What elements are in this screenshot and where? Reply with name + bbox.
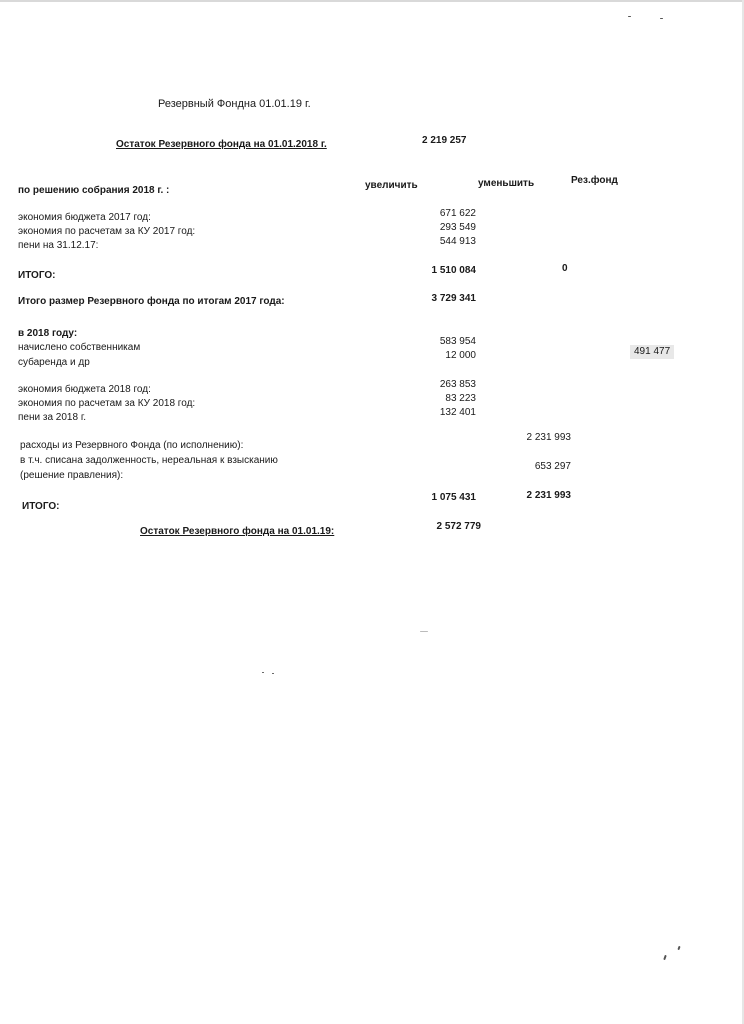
item-label-accrued-owners: начислено собственникам [18, 342, 141, 353]
scan-speck [420, 631, 428, 632]
item-value-utility-savings-2017: 293 549 [439, 222, 476, 233]
item-value-sublease: 12 000 [445, 350, 476, 361]
scan-speck [262, 672, 264, 673]
section-label-2018-meeting: по решению собрания 2018 г. : [18, 185, 170, 196]
document-title: Резервный Фондна 01.01.19 г. [158, 98, 311, 110]
total-increase-2018: 1 075 431 [431, 492, 476, 503]
item-label-budget-savings-2017: экономия бюджета 2017 год: [18, 212, 151, 223]
opening-balance-value: 2 219 257 [422, 135, 467, 146]
fund-size-2017-label: Итого размер Резервного фонда по итогам 2017 года: [18, 296, 285, 307]
section-header-2018: в 2018 году: [18, 328, 78, 339]
item-value-budget-savings-2017: 671 622 [439, 208, 476, 219]
total-label-2018: ИТОГО: [22, 501, 60, 512]
scan-speck [660, 18, 663, 19]
reserve-value-2018: 491 477 [630, 345, 674, 359]
item-value-budget-savings-2018: 263 853 [439, 379, 476, 390]
column-header-decrease: уменьшить [478, 178, 535, 189]
scan-speck [628, 16, 631, 17]
closing-balance-label: Остаток Резервного фонда на 01.01.19: [140, 526, 335, 537]
writeoff-value: 653 297 [534, 461, 571, 472]
total-decrease-2018: 2 231 993 [526, 490, 571, 501]
scan-edge-top [0, 0, 744, 2]
opening-balance-label: Остаток Резервного фонда на 01.01.2018 г. [116, 139, 327, 150]
item-value-accrued-owners: 583 954 [439, 336, 476, 347]
item-value-utility-savings-2018: 83 223 [445, 393, 476, 404]
total-label-2017: ИТОГО: [18, 270, 56, 281]
writeoff-label-line1: в т.ч. списана задолженность, нереальная к взысканию [20, 455, 278, 466]
item-value-penalties-2017: 544 913 [439, 236, 476, 247]
closing-balance-value: 2 572 779 [436, 521, 481, 532]
scan-speck [663, 955, 667, 960]
item-label-penalties-2018: пени за 2018 г. [18, 412, 87, 423]
fund-size-2017-value: 3 729 341 [431, 293, 476, 304]
item-value-penalties-2018: 132 401 [439, 407, 476, 418]
column-header-increase: увеличить [365, 180, 418, 191]
item-label-utility-savings-2017: экономия по расчетам за КУ 2017 год: [18, 226, 196, 237]
item-label-sublease: субаренда и др [18, 357, 90, 368]
writeoff-label-line2: (решение правления): [20, 470, 124, 481]
scan-speck [677, 946, 680, 950]
scan-speck [272, 673, 274, 674]
item-label-penalties-2017: пени на 31.12.17: [18, 240, 99, 251]
column-header-reserve: Рез.фонд [571, 175, 618, 186]
expenses-label: расходы из Резервного Фонда (по исполнению): [20, 440, 244, 451]
item-label-utility-savings-2018: экономия по расчетам за КУ 2018 год: [18, 398, 196, 409]
total-increase-2017: 1 510 084 [431, 265, 476, 276]
total-decrease-2017: 0 [562, 263, 568, 274]
expenses-value: 2 231 993 [526, 432, 571, 443]
item-label-budget-savings-2018: экономия бюджета 2018 год: [18, 384, 151, 395]
